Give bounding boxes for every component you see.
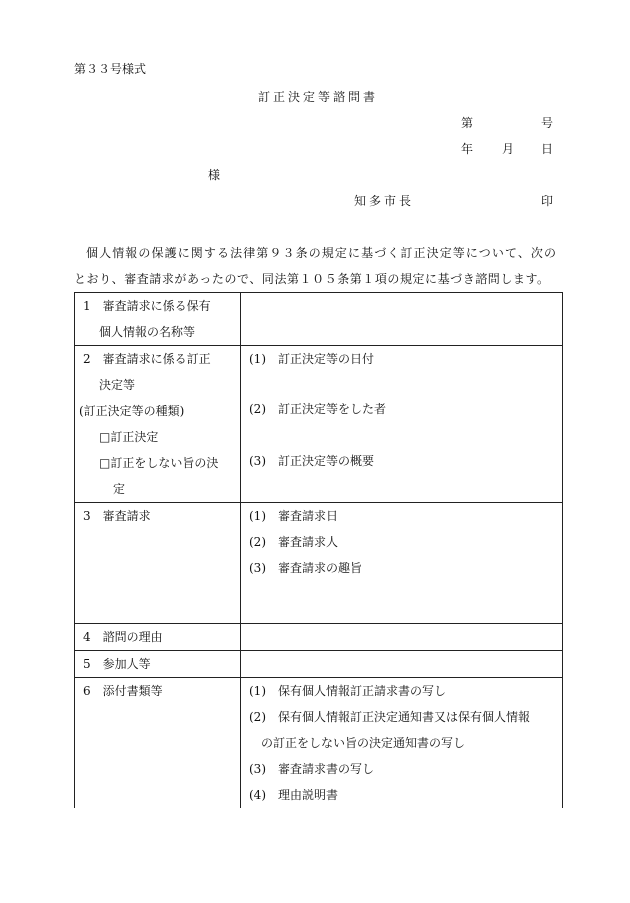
row2-label-line3: (訂正決定等の種類)	[79, 404, 185, 418]
document-title: 訂正決定等諮問書	[258, 90, 379, 104]
row1-label-line2: 個人情報の名称等	[99, 325, 196, 339]
form-number: 第３３号様式	[74, 62, 147, 76]
row2-label-cell	[75, 346, 241, 503]
row1-label-line1: 1 審査請求に係る保有	[83, 299, 211, 313]
row1-value-cell	[241, 293, 563, 346]
number-prefix: 第	[461, 116, 474, 130]
row4-label: 4 諮問の理由	[83, 630, 163, 644]
row5-label-cell	[75, 651, 241, 678]
row6-item-4: (4) 理由説明書	[249, 788, 338, 802]
row6-value-cell	[241, 678, 563, 809]
row1-label-cell	[75, 293, 241, 346]
date-day: 日	[541, 142, 554, 156]
row4-value-cell	[241, 624, 563, 651]
row3-label-cell	[75, 503, 241, 624]
row6-item-2: (2) 保有個人情報訂正決定通知書又は保有個人情報	[249, 710, 531, 724]
row2-checkbox-1: □訂正決定	[99, 430, 159, 444]
inquiry-table	[74, 292, 563, 808]
body-line-2: とおり、審査請求があったので、同法第１０５条第１項の規定に基づき諮問します。	[74, 272, 550, 286]
row3-item-3: (3) 審査請求の趣旨	[249, 561, 362, 575]
date-year: 年	[461, 142, 474, 156]
row5-value-cell	[241, 651, 563, 678]
row2-label-line1: 2 審査請求に係る訂正	[83, 352, 211, 366]
row5-label: 5 参加人等	[83, 657, 151, 671]
row6-label-cell	[75, 678, 241, 809]
table-row	[75, 503, 563, 624]
number-suffix: 号	[541, 116, 554, 130]
date-month: 月	[502, 142, 515, 156]
table-row	[75, 678, 563, 809]
row6-item-3: (3) 審査請求書の写し	[249, 762, 374, 776]
row6-item-1: (1) 保有個人情報訂正請求書の写し	[249, 684, 446, 698]
row2-label-line2: 決定等	[99, 378, 136, 392]
row2-checkbox-2: □訂正をしない旨の決	[99, 456, 219, 470]
row3-value-cell	[241, 503, 563, 624]
row2-value-cell	[241, 346, 563, 503]
table-row	[75, 293, 563, 346]
row3-item-1: (1) 審査請求日	[249, 509, 338, 523]
row3-label: 3 審査請求	[83, 509, 151, 523]
table-row	[75, 651, 563, 678]
table-row	[75, 624, 563, 651]
row2-item-2: (2) 訂正決定等をした者	[249, 402, 386, 416]
row6-item-2-cont: の訂正をしない旨の決定通知書の写し	[261, 736, 466, 750]
body-line-1: 個人情報の保護に関する法律第９３条の規定に基づく訂正決定等について、次の	[86, 246, 558, 260]
row2-item-3: (3) 訂正決定等の概要	[249, 454, 374, 468]
table-row	[75, 346, 563, 503]
row2-checkbox-2-cont: 定	[113, 482, 126, 496]
addressee-suffix: 様	[208, 168, 221, 182]
sender-name: 知多市長	[354, 194, 415, 208]
row2-item-1: (1) 訂正決定等の日付	[249, 352, 374, 366]
row3-item-2: (2) 審査請求人	[249, 535, 338, 549]
row4-label-cell	[75, 624, 241, 651]
row6-label: 6 添付書類等	[83, 684, 163, 698]
seal-mark: 印	[541, 194, 554, 208]
